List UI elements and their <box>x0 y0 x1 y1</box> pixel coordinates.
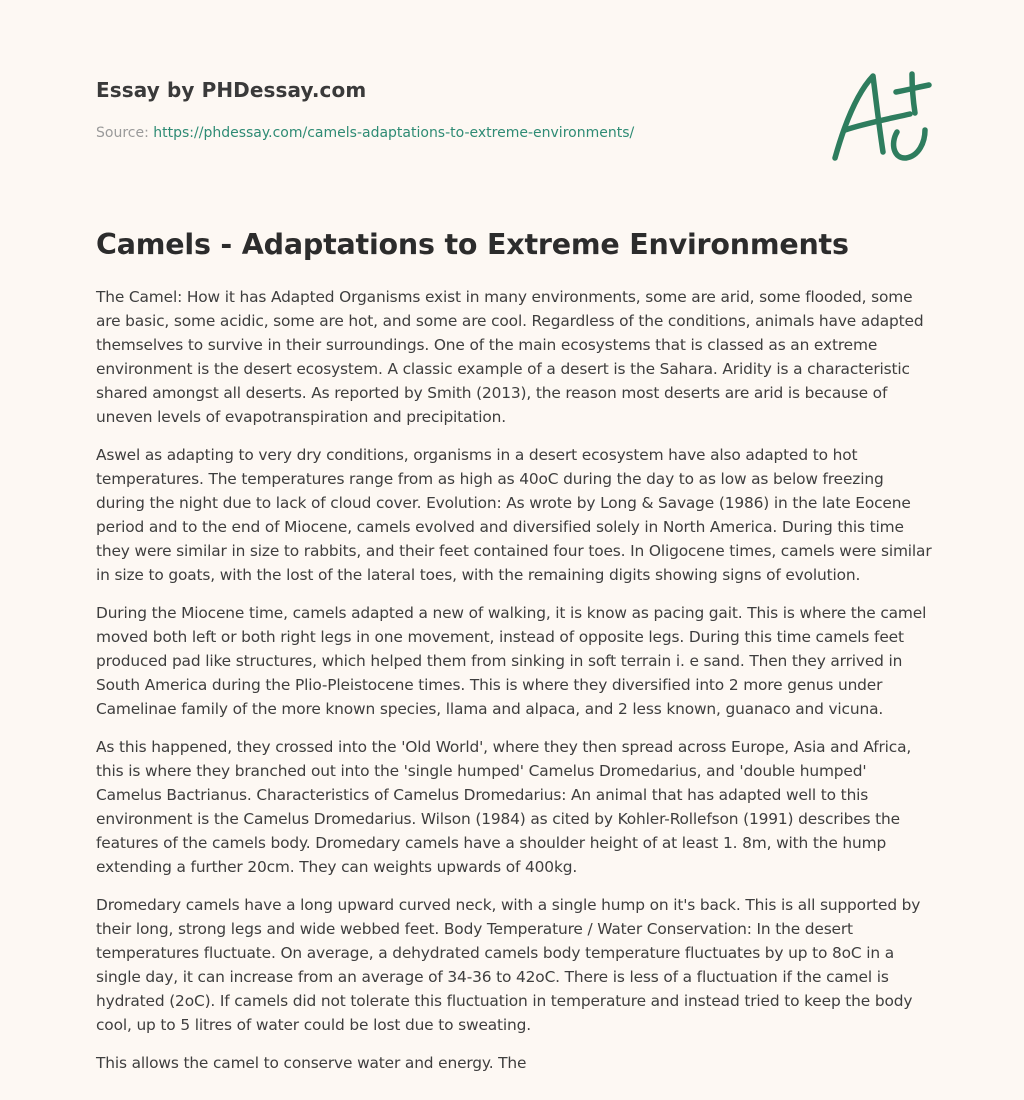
source-link[interactable]: https://phdessay.com/camels-adaptations-to-extreme-environments/ <box>153 125 635 141</box>
essay-title: Camels - Adaptations to Extreme Environments <box>96 228 849 261</box>
essay-paragraph: This allows the camel to conserve water and energy. The <box>96 1054 527 1072</box>
essay-paragraph: As this happened, they crossed into the 'Old World', where they then spread across Europe, Asia and Africa, this is where they branched out into the 'single humped' Camelus Dromedarius, and 'double humped' Camelus Bactrianus. Characteristics of Camelus Dromedarius: An animal that has adapted well to this environment is the Camelus Dromedarius. Wilson (1984) as cited by Kohler-Rollefson (1991) describes the features of the camels body. Dromedary camels have a shoulder height of at least 1. 8m, with the hump extending a further 20cm. They can weights upwards of 400kg. <box>96 738 912 876</box>
essay-paragraph: During the Miocene time, camels adapted a new of walking, it is know as pacing gait. This is where the camel moved both left or both right legs in one movement, instead of opposite legs. During this time camels feet produced pad like structures, which helped them from sinking in soft terrain i. e sand. Then they arrived in South America during the Plio-Pleistocene times. This is where they diversified into 2 more genus under Camelinae family of the more known species, llama and alpaca, and 2 less known, guanaco and vicuna. <box>96 604 927 718</box>
source-line <box>96 125 634 141</box>
essay-paragraph: Dromedary camels have a long upward curved neck, with a single hump on it's back. This is all supported by their long, strong legs and wide webbed feet. Body Temperature / Water Conservation: In the desert temperatures fluctuate. On average, a dehydrated camels body temperature fluctuates by up to 8oC in a single day, it can increase from an average of 34-36 to 42oC. There is less of a fluctuation if the camel is hydrated (2oC). If camels did not tolerate this fluctuation in temperature and instead tried to keep the body cool, up to 5 litres of water could be lost due to sweating. <box>96 896 921 1034</box>
source-label: Source: <box>96 125 154 141</box>
a-plus-logo-icon <box>826 66 932 166</box>
essay-body <box>96 285 934 1089</box>
page-header <box>96 0 928 190</box>
essay-paragraph: Aswel as adapting to very dry conditions, organisms in a desert ecosystem have also adapted to hot temperatures. The temperatures range from as high as 40oC during the day to as low as below freezing during the night due to lack of cloud cover. Evolution: As wrote by Long & Savage (1986) in the late Eocene period and to the end of Miocene, camels evolved and diversified solely in North America. During this time they were similar in size to rabbits, and their feet contained four toes. In Oligocene times, camels were similar in size to goats, with the lost of the lateral toes, with the remaining digits showing signs of evolution. <box>96 446 932 584</box>
essay-paragraph: The Camel: How it has Adapted Organisms exist in many environments, some are arid, some flooded, some are basic, some acidic, some are hot, and some are cool. Regardless of the conditions, animals have adapted themselves to survive in their surroundings. One of the main ecosystems that is classed as an extreme environment is the desert ecosystem. A classic example of a desert is the Sahara. Aridity is a characteristic shared amongst all deserts. As reported by Smith (2013), the reason most deserts are arid is because of uneven levels of evapotranspiration and precipitation. <box>96 288 924 426</box>
site-title: Essay by PHDessay.com <box>96 78 367 102</box>
